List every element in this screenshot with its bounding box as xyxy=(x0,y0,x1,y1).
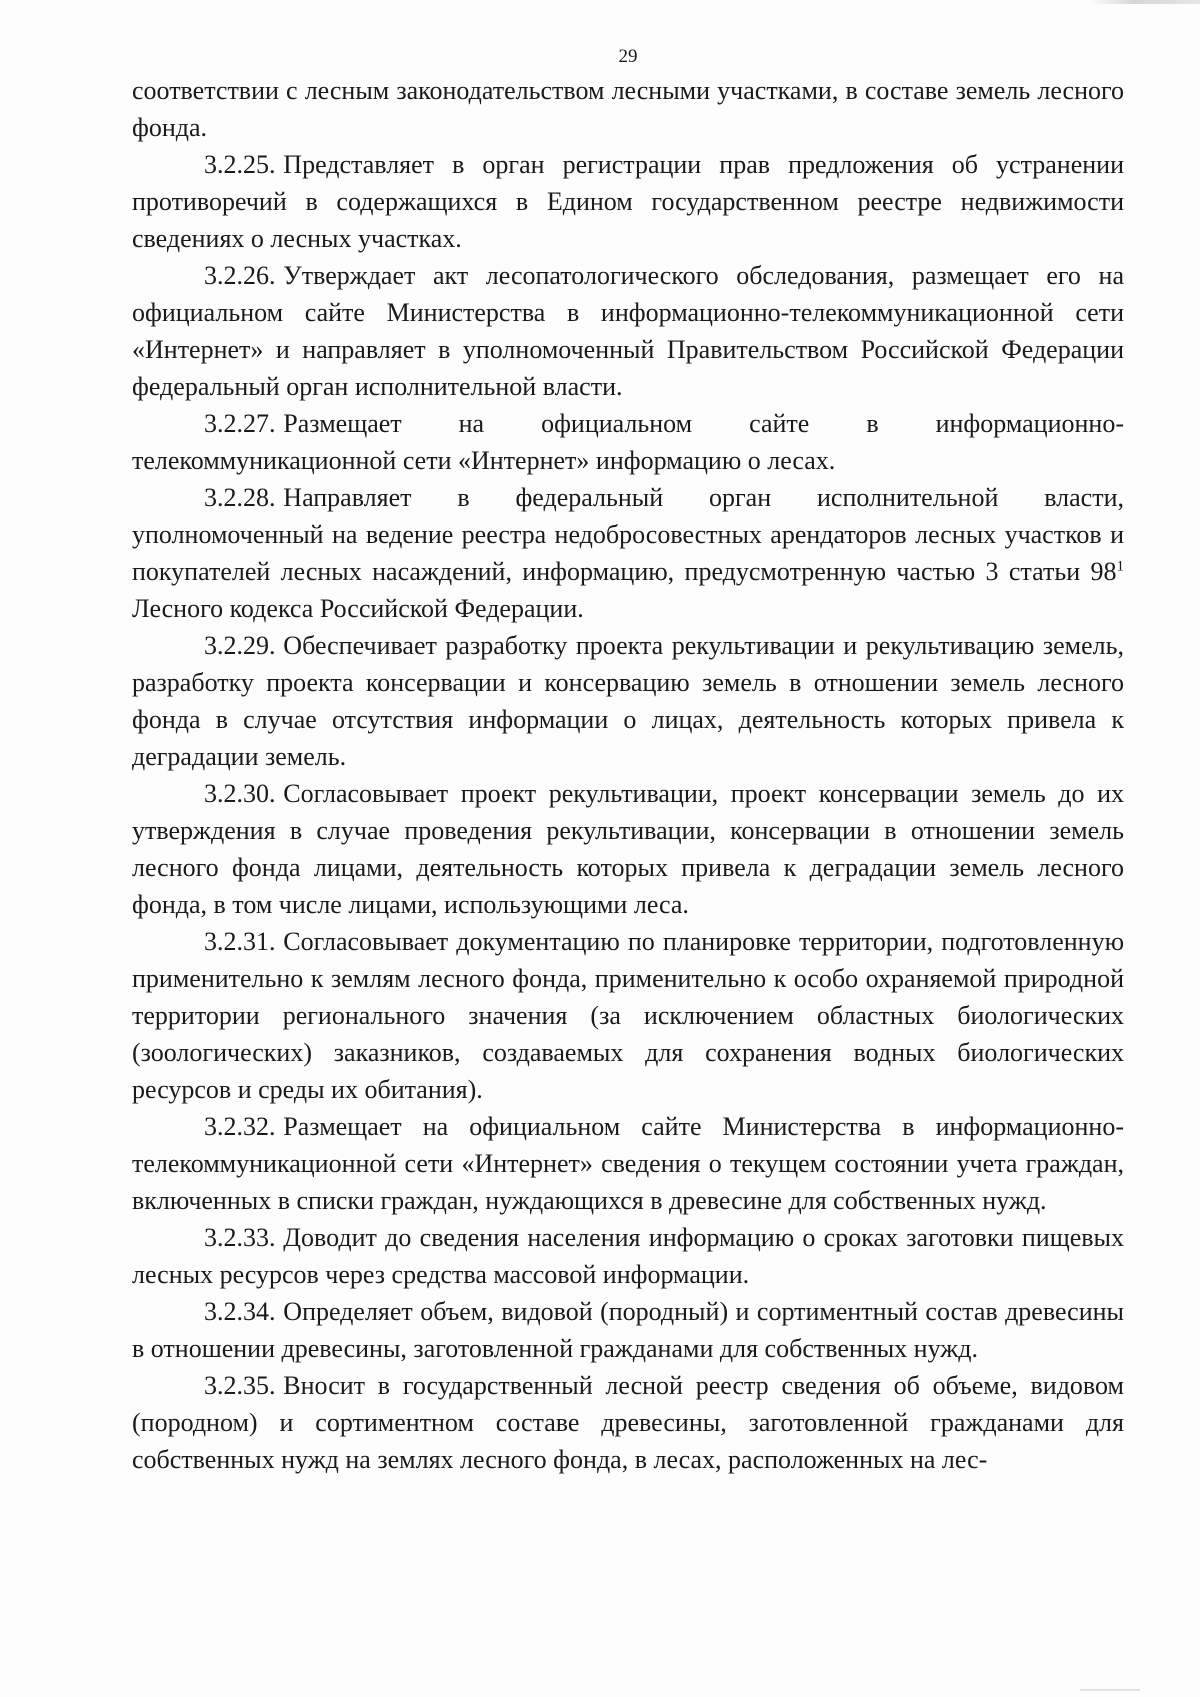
paragraph-continuation xyxy=(132,72,1124,146)
paragraph-text: Размещает на официальном сайте Министерства в информационно-телекоммуникационной сети «Интернет» сведения о текущем состоянии учета граждан, включенных в списки граждан, нуждающихся в древесине для собственных нужд. xyxy=(132,1112,1124,1215)
clause-number: 3.2.26. xyxy=(204,261,276,290)
paragraph-3-2-31 xyxy=(132,923,1124,1108)
clause-number: 3.2.34. xyxy=(204,1297,276,1326)
scan-edge-mark xyxy=(1090,0,1200,4)
paragraph-text: Определяет объем, видовой (породный) и сортиментный состав древесины в отношении древесины, заготовленной гражданами для собственных нужд. xyxy=(132,1297,1124,1363)
paragraph-text: Направляет в федеральный орган исполнительной власти, уполномоченный на ведение реестра недобросовестных арендаторов лесных участков и покупателей лесных насаждений, информацию, предусмотренную частью 3 статьи 98 xyxy=(132,483,1124,586)
paragraph-3-2-35 xyxy=(132,1367,1124,1478)
clause-number: 3.2.32. xyxy=(204,1112,276,1141)
paragraph-text: Доводит до сведения населения информацию о сроках заготовки пищевых лесных ресурсов через средства массовой информации. xyxy=(132,1223,1124,1289)
paragraph-3-2-32 xyxy=(132,1108,1124,1219)
clause-number: 3.2.31. xyxy=(204,927,276,956)
paragraph-text: Согласовывает проект рекультивации, проект консервации земель до их утверждения в случае проведения рекультивации, консервации в отношении земель лесного фонда лицами, деятельность которых привела к деградации земель лесного фонда, в том числе лицами, использующими леса. xyxy=(132,779,1124,919)
paragraph-text: соответствии с лесным законодательством лесными участками, в составе земель лесного фонда. xyxy=(132,76,1124,142)
paragraph-3-2-29 xyxy=(132,627,1124,775)
paragraph-3-2-34 xyxy=(132,1293,1124,1367)
scan-edge-mark-bottom xyxy=(1080,1689,1140,1691)
paragraph-text: Утверждает акт лесопатологического обследования, размещает его на официальном сайте Министерства в информационно-телекоммуникационной сети «Интернет» и направляет в уполномоченный Правительством Российской Федерации федеральный орган исполнительной власти. xyxy=(132,261,1124,401)
paragraph-3-2-27 xyxy=(132,405,1124,479)
clause-number: 3.2.30. xyxy=(204,779,276,808)
clause-number: 3.2.35. xyxy=(204,1371,276,1400)
clause-number: 3.2.27. xyxy=(204,409,276,438)
clause-number: 3.2.28. xyxy=(204,483,276,512)
paragraph-text: Представляет в орган регистрации прав предложения об устранении противоречий в содержащихся в Едином государственном реестре недвижимости сведениях о лесных участках. xyxy=(132,150,1124,253)
paragraph-text: Обеспечивает разработку проекта рекультивации и рекультивацию земель, разработку проекта консервации и консервацию земель в отношении земель лесного фонда в случае отсутствия информации о лицах, деятельность которых привела к деградации земель. xyxy=(132,631,1124,771)
footnote-superscript: 1 xyxy=(1116,558,1124,575)
paragraph-text: Согласовывает документацию по планировке территории, подготовленную применительно к землям лесного фонда, применительно к особо охраняемой природной территории регионального значения (за исключением областных биологических (зоологических) заказников, создаваемых для сохранения водных биологических ресурсов и среды их обитания). xyxy=(132,927,1124,1104)
paragraph-3-2-28 xyxy=(132,479,1124,627)
paragraph-text: Размещает на официальном сайте в информационно-телекоммуникационной сети «Интернет» информацию о лесах. xyxy=(132,409,1124,475)
paragraph-text-after: Лесного кодекса Российской Федерации. xyxy=(132,594,584,623)
document-body xyxy=(132,72,1124,1478)
paragraph-3-2-25 xyxy=(132,146,1124,257)
paragraph-3-2-30 xyxy=(132,775,1124,923)
paragraph-3-2-26 xyxy=(132,257,1124,405)
paragraph-3-2-33 xyxy=(132,1219,1124,1293)
clause-number: 3.2.29. xyxy=(204,631,276,660)
page-number: 29 xyxy=(618,46,638,67)
clause-number: 3.2.25. xyxy=(204,150,276,179)
paragraph-text: Вносит в государственный лесной реестр сведения об объеме, видовом (породном) и сортиментном составе древесины, заготовленной гражданами для собственных нужд на землях лесного фонда, в лесах, расположенных на лес- xyxy=(132,1371,1124,1474)
clause-number: 3.2.33. xyxy=(204,1223,276,1252)
